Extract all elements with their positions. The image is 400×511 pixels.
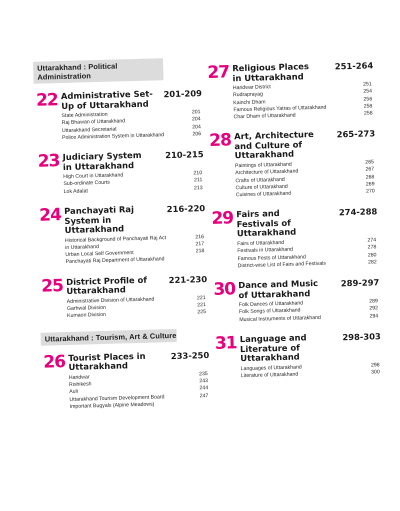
chapter-entry[interactable]	[209, 207, 379, 271]
subtopic-title: Famous Religious Yatras of Uttarakhand	[233, 104, 327, 114]
chapter-number: 26	[43, 351, 66, 373]
subtopic-title: Urban Local Self Government	[65, 250, 134, 259]
subtopic-list	[61, 109, 203, 142]
chapter-title[interactable]: Tourist Places in Uttarakhand	[68, 350, 146, 373]
section-header-political: Uttarakhand : Political Administration	[33, 58, 164, 84]
subtopic-page: 221	[196, 294, 206, 302]
right-column	[205, 60, 382, 392]
subtopic-title: in Uttarakhand	[65, 243, 100, 251]
chapter-entry[interactable]	[39, 274, 208, 322]
left-chapters-a	[34, 88, 208, 321]
subtopic-page: 243	[199, 378, 209, 385]
subtopic-page: 298	[370, 361, 380, 369]
subtopic-title: Fairs of Uttarakhand	[237, 239, 285, 248]
subtopic-title: District-wise List of Fairs and Festivals	[237, 260, 327, 270]
subtopic-title: Important Bugyals (Alpine Meadows)	[69, 401, 155, 410]
subtopic-title: Haridwar	[68, 374, 90, 381]
subtopic-page: 206	[192, 131, 202, 138]
subtopic-list	[235, 159, 377, 199]
subtopic-page: 254	[363, 88, 373, 95]
chapter-page-range: 251-264	[334, 60, 374, 72]
subtopic-page: 300	[371, 369, 380, 376]
subtopic-page: 218	[195, 248, 205, 255]
chapter-title[interactable]: Administrative Set-Up of Uttarakhand	[60, 88, 153, 111]
chapter-page-range: 298-303	[342, 331, 381, 343]
subtopic-page: 251	[363, 81, 372, 88]
subtopic-page: 289	[369, 298, 378, 305]
subtopic-title: Police Administration System in Uttarakhand	[62, 132, 165, 141]
section-header-tourism: Uttarakhand : Tourism, Art & Culture	[41, 329, 177, 346]
subtopic-page: 247	[199, 392, 209, 399]
toc-page	[27, 52, 384, 481]
chapter-title[interactable]: Language and Literature of Uttarakhand	[239, 332, 307, 364]
subtopic-title: Kainchi Dham	[233, 98, 266, 106]
chapter-number: 24	[39, 205, 62, 226]
chapter-page-range: 221-230	[168, 273, 208, 285]
subtopic-list	[63, 170, 205, 196]
subtopic-page: 204	[192, 123, 201, 131]
subtopic-list	[239, 298, 381, 324]
subtopic-page: 217	[195, 241, 205, 248]
subtopic-title: Uttarakhand Tourism Development Board	[69, 393, 165, 403]
subtopic-list	[65, 234, 207, 267]
subtopic-title: Crafts of Uttarakhand	[235, 176, 285, 184]
chapter-title[interactable]: District Profile of Uttarakhand	[66, 274, 148, 297]
subtopic-title: Rishikesh	[68, 381, 92, 388]
chapter-number: 25	[40, 275, 64, 297]
subtopic-title: Folk Songs of Uttarakhand	[238, 307, 301, 316]
subtopic-page: 278	[367, 244, 377, 251]
subtopic-title: Rudraprayag	[232, 91, 264, 99]
chapter-number: 23	[37, 151, 60, 172]
chapter-title[interactable]: Art, Architecture and Culture of Uttarakhand	[234, 129, 314, 161]
subtopic-title: Char Dham of Uttarakhand	[233, 112, 296, 121]
subtopic-page: 221	[197, 302, 206, 309]
subtopic-page: 244	[199, 385, 209, 392]
subtopic-title: Lok Adalat	[63, 188, 88, 195]
subtopic-title: Festivals in Uttarakhand	[237, 246, 294, 255]
subtopic-title: Garhwal Division	[66, 304, 106, 313]
left-column	[33, 57, 211, 423]
chapter-body	[68, 350, 211, 411]
subtopic-page: 265	[365, 159, 375, 166]
chapter-title[interactable]: Fairs and Festivals of Uttarakhand	[236, 208, 297, 239]
subtopic-page: 282	[367, 259, 377, 266]
left-chapters-b	[41, 350, 211, 412]
subtopic-list	[67, 295, 209, 321]
subtopic-title: Panchayati Raj Department of Uttarakhand	[65, 256, 165, 266]
chapter-number: 27	[207, 62, 230, 83]
chapter-page-range: 265-273	[336, 128, 376, 140]
chapter-body	[240, 331, 382, 380]
subtopic-list	[233, 81, 375, 121]
subtopic-list	[69, 371, 211, 411]
chapter-page-range: 216-220	[166, 203, 206, 215]
chapter-number: 28	[209, 130, 232, 152]
subtopic-title: Architecture of Uttarakhand	[235, 168, 299, 177]
subtopic-page: 225	[197, 309, 207, 316]
chapter-title[interactable]: Dance and Music of Uttarakhand	[238, 278, 319, 300]
chapter-body	[232, 60, 375, 121]
chapter-page-range: 289-297	[340, 277, 380, 289]
subtopic-page: 268	[365, 173, 375, 181]
chapter-entry[interactable]	[211, 277, 380, 325]
subtopic-page: 258	[363, 103, 373, 110]
chapter-body	[234, 129, 377, 200]
subtopic-page: 204	[191, 116, 201, 123]
subtopic-page: 280	[367, 251, 377, 259]
subtopic-page: 270	[366, 188, 375, 195]
subtopic-page: 201	[191, 109, 201, 116]
subtopic-page: 216	[195, 233, 205, 240]
subtopic-page: 211	[194, 177, 203, 184]
subtopic-title: State Administration	[61, 111, 108, 120]
subtopic-title: Cuisines of Uttarakhand	[235, 190, 292, 199]
chapter-body	[61, 88, 203, 142]
subtopic-page: 274	[367, 237, 377, 244]
subtopic-title: Culture of Uttarakhand	[235, 183, 288, 192]
subtopic-title: Haridwar District	[232, 84, 271, 92]
subtopic-title: Sub-ordinate Courts	[63, 180, 110, 188]
chapter-number: 22	[35, 90, 59, 111]
subtopic-title: Raj Bhawan of Uttarakhand	[61, 118, 126, 127]
subtopic-page: 213	[193, 184, 203, 192]
subtopic-page: 292	[369, 305, 379, 312]
subtopic-title: Auli	[69, 388, 78, 396]
chapter-body	[64, 203, 207, 267]
chapter-entry[interactable]	[207, 129, 377, 201]
chapter-entry[interactable]	[205, 60, 375, 122]
chapter-page-range: 210-215	[165, 149, 204, 161]
chapter-entry[interactable]	[36, 149, 205, 197]
subtopic-page: 256	[363, 95, 373, 103]
subtopic-page: 269	[365, 181, 375, 188]
subtopic-page: 294	[369, 313, 379, 320]
chapter-number: 31	[214, 333, 237, 354]
chapter-body	[236, 207, 379, 271]
chapter-page-range: 274-288	[338, 206, 378, 218]
subtopic-title: Uttarakhand Secretariat	[61, 126, 117, 134]
subtopic-page	[209, 400, 211, 407]
subtopic-title: Languages of Uttarakhand	[240, 363, 302, 372]
chapter-entry[interactable]	[34, 88, 203, 143]
subtopic-title: Musical Instruments of Uttarakhand	[239, 314, 321, 323]
subtopic-title: Kumaon Division	[67, 312, 107, 320]
subtopic-title: Administrative Division of Uttarakhand	[66, 296, 155, 305]
chapter-entry[interactable]	[213, 331, 382, 381]
chapter-number: 30	[213, 279, 236, 301]
chapter-page-range: 233-250	[170, 349, 210, 361]
chapter-title[interactable]: Religious Places in Uttarakhand	[232, 61, 310, 83]
subtopic-title: Paintings of Uttarakhand	[234, 161, 292, 170]
subtopic-page: 258	[363, 110, 373, 117]
chapter-body	[66, 274, 208, 321]
subtopic-list	[237, 237, 379, 270]
subtopic-title: Historical Background of Panchayati Raj Act	[64, 234, 167, 244]
chapter-title[interactable]: Judiciary System in Uttarakhand	[62, 150, 142, 172]
subtopic-title: Folk Dances of Uttarakhand	[238, 300, 304, 309]
chapter-body	[238, 277, 380, 324]
subtopic-page: 210	[193, 170, 203, 177]
subtopic-list	[241, 362, 382, 381]
subtopic-page: 267	[365, 166, 375, 173]
subtopic-title: High Court in Uttarakhand	[63, 172, 124, 181]
subtopic-title: Literature of Uttarakhand	[240, 371, 299, 379]
chapter-number: 29	[211, 208, 234, 230]
chapter-title[interactable]: Panchayati Raj System in Uttarakhand	[64, 204, 135, 236]
subtopic-page	[204, 256, 206, 263]
right-chapters	[205, 60, 382, 381]
chapter-body	[63, 149, 205, 196]
chapter-page-range: 201-209	[163, 88, 203, 100]
subtopic-page: 235	[199, 370, 208, 377]
subtopic-title: Famous Fests of Uttarakhand	[237, 253, 306, 262]
chapter-entry[interactable]	[37, 203, 207, 267]
chapter-entry[interactable]	[41, 350, 211, 412]
